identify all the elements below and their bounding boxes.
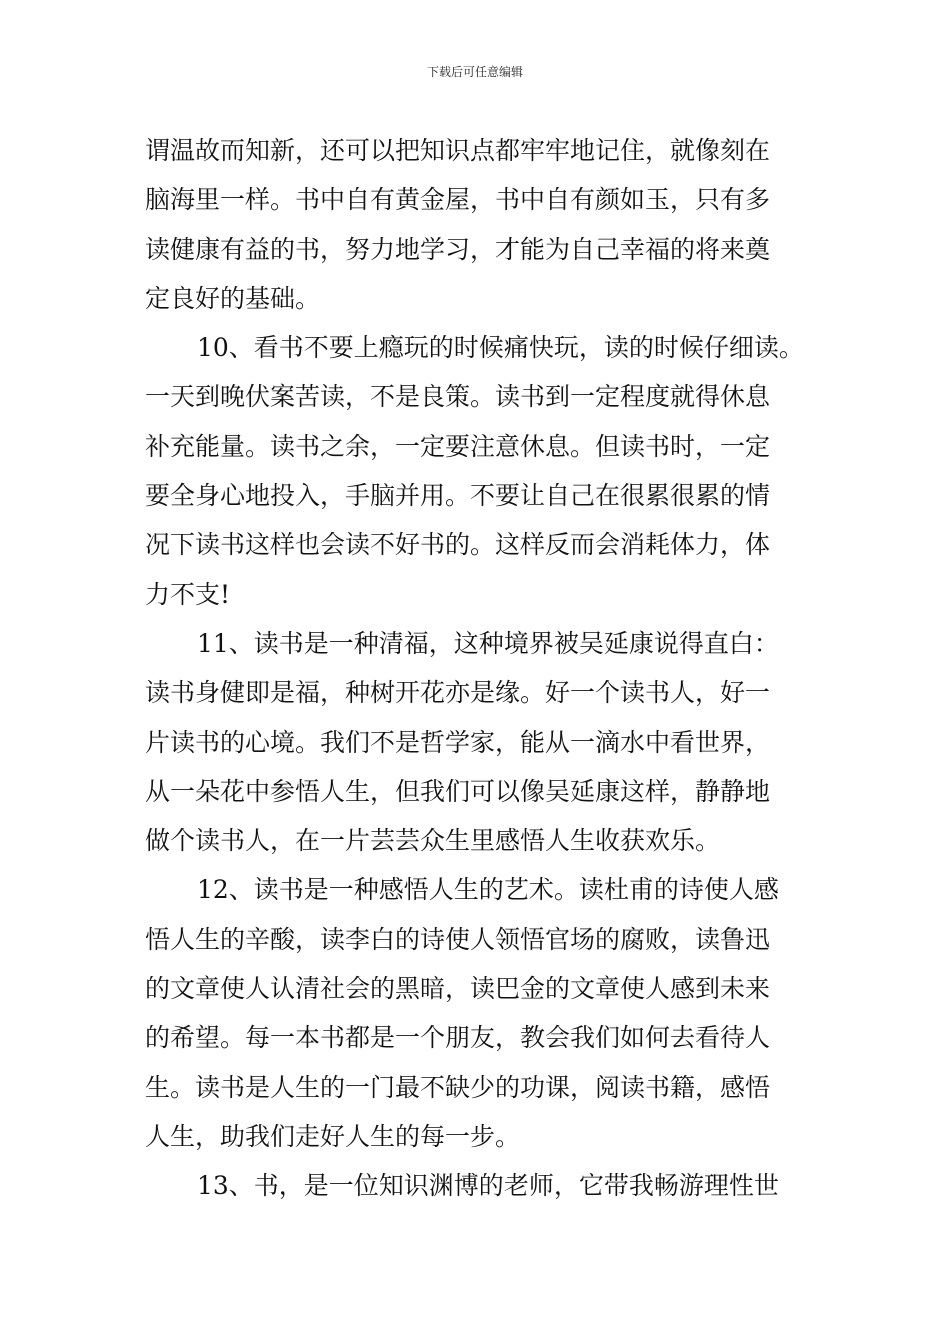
text-line: 生。读书是人生的一门最不缺少的功课，阅读书籍，感悟 — [145, 1072, 771, 1102]
text-line: 的希望。每一本书都是一个朋友，教会我们如何去看待人 — [145, 1023, 771, 1053]
text-line: 一天到晚伏案苦读，不是良策。读书到一定程度就得休息 — [145, 382, 771, 412]
page-header: 下载后可任意编辑 — [426, 65, 523, 79]
body-text — [145, 126, 809, 1211]
text-line: 10、看书不要上瘾玩的时候痛快玩，读的时候仔细读。 — [197, 333, 804, 363]
text-line: 读健康有益的书，努力地学习，才能为自己幸福的将来奠 — [145, 234, 771, 264]
text-line: 谓温故而知新，还可以把知识点都牢牢地记住，就像刻在 — [145, 136, 771, 165]
text-line: 11、读书是一种清福，这种境界被吴延康说得直白： — [197, 628, 779, 658]
text-line: 要全身心地投入，手脑并用。不要让自己在很累很累的情 — [145, 481, 771, 511]
text-line: 片读书的心境。我们不是哲学家，能从一滴水中看世界， — [145, 727, 771, 757]
text-line: 力不支! — [145, 579, 231, 609]
text-line: 定良好的基础。 — [145, 283, 321, 313]
text-line: 悟人生的辛酸，读李白的诗使人领悟官场的腐败，读鲁迅 — [145, 924, 771, 954]
text-line: 13、书，是一位知识渊博的老师，它带我畅游理性世 — [197, 1171, 779, 1201]
text-line: 读书身健即是福，种树开花亦是缘。好一个读书人，好一 — [145, 678, 771, 708]
text-line: 做个读书人，在一片芸芸众生里感悟人生收获欢乐。 — [145, 826, 721, 856]
text-line: 补充能量。读书之余，一定要注意休息。但读书时，一定 — [145, 431, 771, 461]
text-line: 脑海里一样。书中自有黄金屋，书中自有颜如玉，只有多 — [145, 185, 771, 215]
text-line: 的文章使人认清社会的黑暗，读巴金的文章使人感到未来 — [145, 974, 771, 1004]
text-line: 人生，助我们走好人生的每一步。 — [145, 1121, 521, 1151]
text-line: 12、读书是一种感悟人生的艺术。读杜甫的诗使人感 — [197, 875, 779, 905]
text-line: 况下读书这样也会读不好书的。这样反而会消耗体力，体 — [145, 530, 771, 560]
text-line: 从一朵花中参悟人生，但我们可以像吴延康这样，静静地 — [145, 776, 771, 806]
